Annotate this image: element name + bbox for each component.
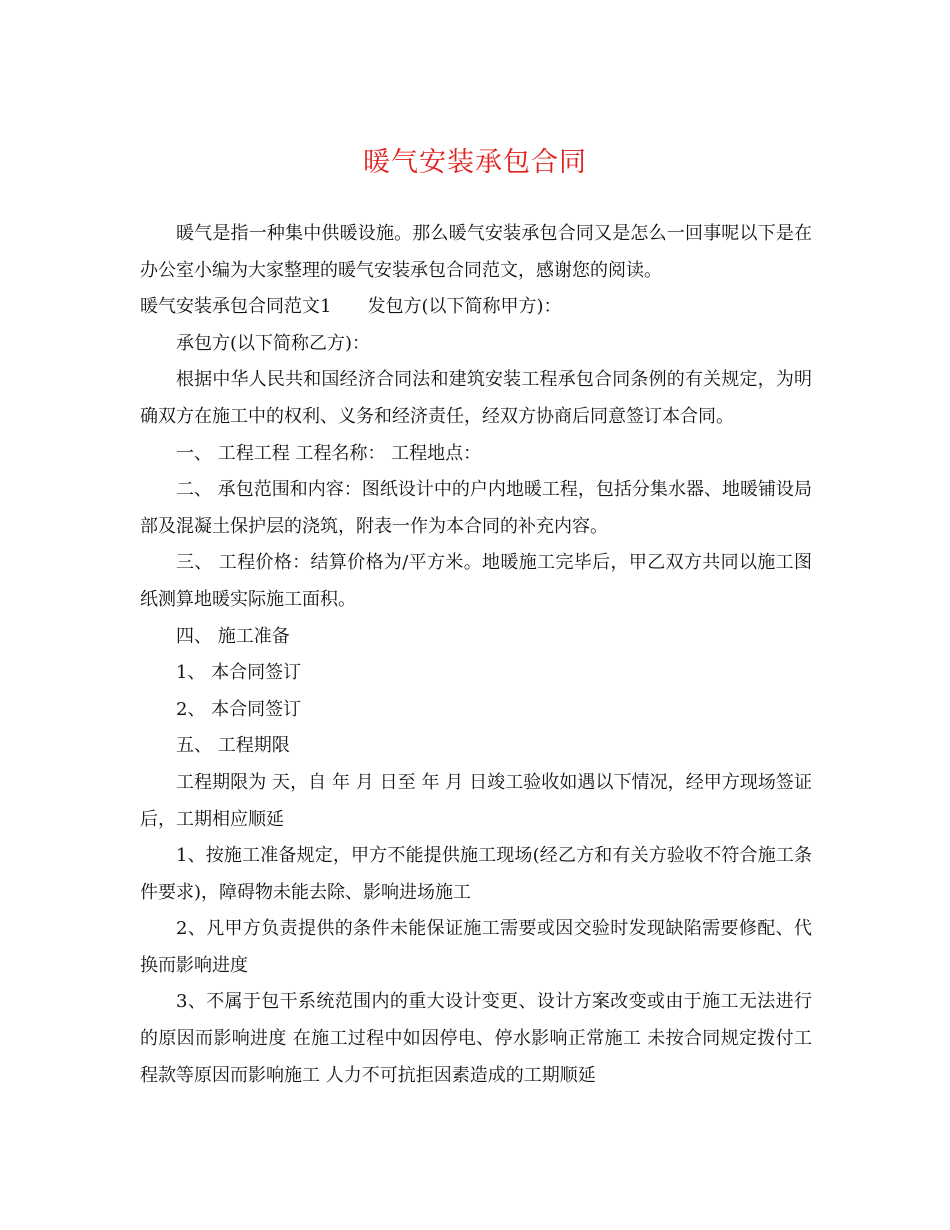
sample-heading-line (140, 289, 812, 326)
clause-5: 五、 工程期限 (176, 735, 290, 757)
clause-1: 一、 工程工程 工程名称： 工程地点： (176, 442, 482, 464)
document-body (140, 216, 812, 1094)
clause-2: 二、 承包范围和内容：图纸设计中的户内地暖工程，包括分集水器、地暖铺设局部及混凝土保护层的浇筑，附表一作为本合同的补充内容。 (140, 479, 812, 537)
clause-3: 三、 工程价格：结算价格为/平方米。地暖施工完毕后，甲乙双方共同以施工图纸测算地暖实际施工面积。 (140, 552, 812, 610)
sample-heading: 暖气安装承包合同范文1 (140, 296, 332, 318)
basis-paragraph: 根据中华人民共和国经济合同法和建筑安装工程承包合同条例的有关规定，为明确双方在施工中的权利、义务和经济责任，经双方协商后同意签订本合同。 (140, 369, 812, 427)
clause-5-text: 工程期限为 天，自 年 月 日至 年 月 日竣工验收如遇以下情况，经甲方现场签证后，工期相应顺延 (140, 771, 812, 830)
clause-5-item-2: 2、凡甲方负责提供的条件未能保证施工需要或因交验时发现缺陷需要修配、代换而影响进度 (140, 918, 812, 976)
clause-4: 四、 施工准备 (176, 625, 290, 647)
clause-5-item-3: 3、不属于包干系统范围内的重大设计变更、设计方案改变或由于施工无法进行的原因而影响进度 在施工过程中如因停电、停水影响正常施工 未按合同规定拨付工程款等原因而影响施工 人力不可抗拒因素造成的工期顺延 (140, 991, 812, 1086)
party-a-label: 发包方(以下简称甲方)： (367, 296, 562, 318)
clause-4-item-2: 2、 本合同签订 (176, 698, 302, 720)
party-b-label: 承包方(以下简称乙方)： (176, 332, 371, 354)
document-title: 暖气安装承包合同 (363, 147, 587, 178)
intro-paragraph: 暖气是指一种集中供暖设施。那么暖气安装承包合同又是怎么一回事呢以下是在办公室小编为大家整理的暖气安装承包合同范文，感谢您的阅读。 (140, 223, 812, 281)
clause-5-item-1: 1、按施工准备规定，甲方不能提供施工现场(经乙方和有关方验收不符合施工条件要求)，障碍物未能去除、影响进场施工 (140, 845, 812, 903)
clause-4-item-1: 1、 本合同签订 (176, 662, 302, 684)
